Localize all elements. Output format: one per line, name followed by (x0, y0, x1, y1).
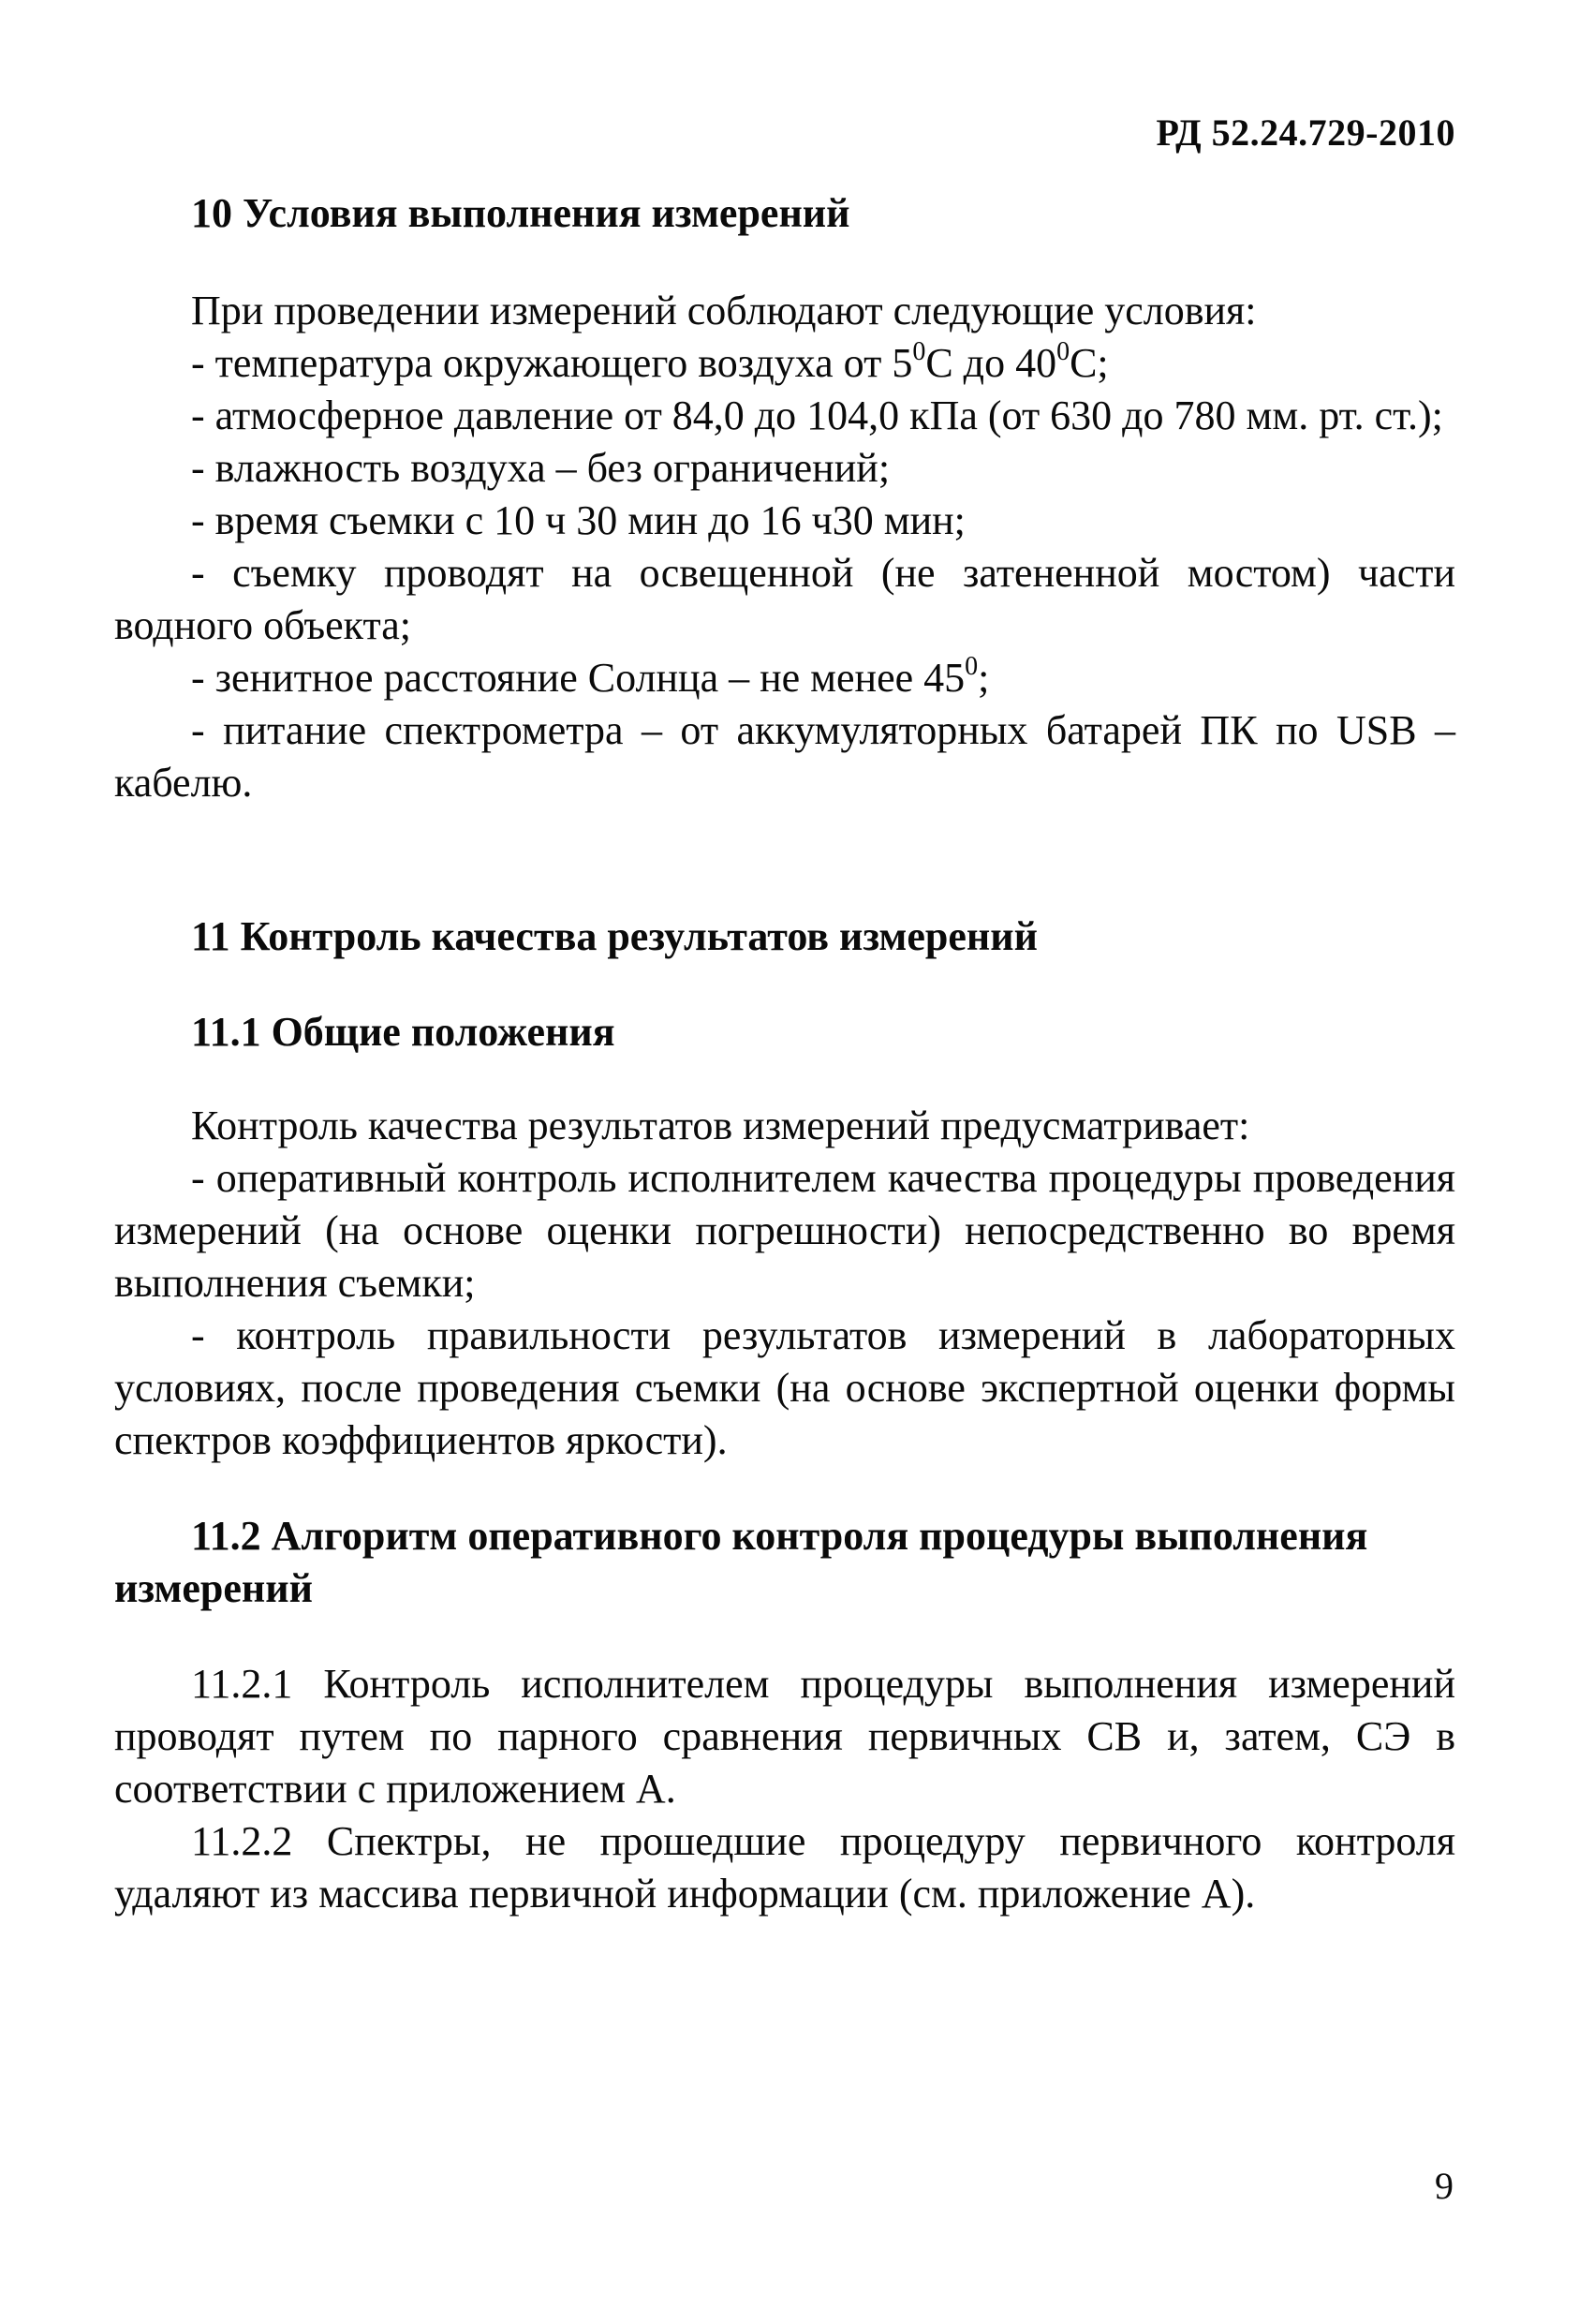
condition-zenith-text-b: ; (978, 655, 990, 701)
section-10-heading: 10 Условия выполнения измерений (191, 190, 850, 236)
section-11-heading: 11 Контроль качества результатов измерений (191, 913, 1038, 959)
condition-temperature (114, 337, 1455, 390)
subsection-11-1-heading: 11.1 Общие положения (191, 1009, 615, 1055)
condition-time: - время съемки с 10 ч 30 мин до 16 ч30 мин; (191, 497, 966, 543)
section-spacer (114, 809, 1455, 910)
condition-lighting: - съемку проводят на освещенной (не затененной мостом) части водного объекта; (114, 550, 1455, 648)
section-spacer (114, 1467, 1455, 1510)
degree-superscript: 0 (1056, 337, 1070, 366)
section-10-intro: При проведении измерений соблюдают следующие условия: (191, 288, 1257, 333)
degree-superscript: 0 (965, 652, 979, 681)
control-item-operational: - оперативный контроль исполнителем качества процедуры проведения измерений (на основе оценки погрешности) непосредственно во время выполнения съемки; (114, 1155, 1455, 1306)
subsection-11-2-heading: 11.2 Алгоритм оперативного контроля процедуры выполнения измерений (114, 1513, 1368, 1611)
paragraph-11-2-1: 11.2.1 Контроль исполнителем процедуры выполнения измерений проводят путем по парного сравнения первичных СВ и, затем, СЭ в соответствии с приложением А. (114, 1661, 1455, 1812)
paragraph-11-2-2: 11.2.2 Спектры, не прошедшие процедуру первичного контроля удаляют из массива первичной информации (см. приложение А). (114, 1818, 1455, 1917)
heading-spacer (114, 1058, 1455, 1100)
condition-pressure: - атмосферное давление от 84,0 до 104,0 кПа (от 630 до 780 мм. рт. ст.); (191, 392, 1443, 438)
document-code: РД 52.24.729-2010 (1156, 111, 1455, 154)
heading-spacer (114, 1615, 1455, 1658)
degree-superscript: 0 (912, 337, 926, 366)
heading-spacer (114, 963, 1455, 1006)
control-item-correctness: - контроль правильности результатов измерений в лабораторных условиях, после проведения съемки (на основе экспертной оценки формы спектров коэффициентов яркости). (114, 1312, 1455, 1463)
condition-temperature-text-b: С до 40 (925, 340, 1057, 386)
page-number: 9 (1435, 2165, 1454, 2207)
condition-temperature-text-c: С; (1070, 340, 1109, 386)
condition-humidity: - влажность воздуха – без ограничений; (191, 445, 891, 491)
condition-zenith (114, 652, 1455, 704)
page-content (114, 187, 1455, 1920)
condition-power: - питание спектрометра – от аккумуляторных батарей ПК по USB – кабелю. (114, 707, 1455, 806)
subsection-11-1-intro: Контроль качества результатов измерений предусматривает: (191, 1103, 1250, 1148)
condition-temperature-text-a: - температура окружающего воздуха от 5 (191, 340, 913, 386)
condition-zenith-text-a: - зенитное расстояние Солнца – не менее 45 (191, 655, 966, 701)
